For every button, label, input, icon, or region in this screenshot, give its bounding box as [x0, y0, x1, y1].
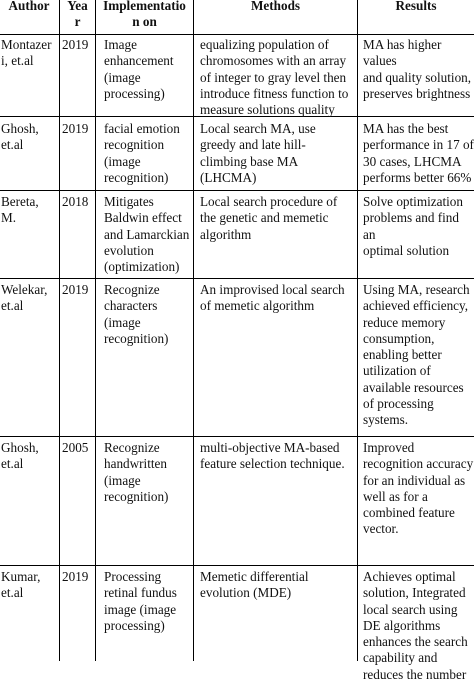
cell-author: Welekar, et.al: [1, 282, 48, 314]
cell-results: Improved recognition accuracy for an individual as well as for a combined feature vector.: [363, 440, 474, 537]
header-methods: Methods: [250, 0, 301, 13]
cell-year: 2018: [62, 194, 89, 209]
cell-results: MA has higher values and quality solution, preserves brightness: [363, 37, 472, 101]
cell-methods: Memetic differential evolution (MDE): [200, 569, 309, 601]
cell-author: Ghosh, et.al: [1, 440, 39, 472]
row-border: [0, 278, 474, 279]
row-border: [0, 436, 474, 437]
cell-year: 2019: [62, 282, 89, 297]
cell-implementation: Processing retinal fundus image (image processing): [104, 569, 177, 633]
cell-author: Kumar, et.al: [1, 569, 41, 601]
cell-methods: Local search procedure of the genetic and memetic algorithm: [200, 194, 338, 242]
header-author: Author: [8, 0, 50, 13]
column-border: [193, 0, 194, 661]
cell-results: MA has the best performance in 17 of 30 cases, LHCMA performs better 66%: [363, 121, 474, 185]
cell-methods: equalizing population of chromosomes with an array of integer to gray level then introduce fitness function to measure solutions quality: [200, 37, 349, 118]
cell-author: Ghosh, et.al: [1, 121, 39, 153]
cell-results: Achieves optimal solution, Integrated local search using DE algorithms enhances the search capability and reduces the number: [363, 569, 468, 682]
cell-implementation: Recognize characters (image recognition): [104, 282, 169, 346]
header-implementation: Implementatio n on: [103, 0, 186, 29]
column-border: [95, 0, 96, 661]
cell-year: 2019: [62, 121, 89, 136]
header-year: Yea r: [67, 0, 88, 29]
cell-year: 2005: [62, 440, 89, 455]
cell-implementation: Mitigates Baldwin effect and Lamarckian evolution (optimization): [104, 194, 190, 275]
cell-implementation: Recognize handwritten (image recognition): [104, 440, 169, 504]
column-border: [59, 0, 60, 661]
cell-methods: Local search MA, use greedy and late hill- climbing base MA (LHCMA): [200, 121, 316, 185]
cell-author: Bereta, M.: [1, 194, 39, 226]
cell-results: Solve optimization problems and find an optimal solution: [363, 194, 463, 258]
cell-implementation: facial emotion recognition (image recognition): [104, 121, 180, 185]
cell-results: Using MA, research achieved efficiency, reduce memory consumption, enabling better utilization of available resources of processing systems.: [363, 282, 470, 428]
row-border: [0, 565, 474, 566]
row-border: [0, 190, 474, 191]
row-border: [0, 34, 474, 35]
header-results: Results: [395, 0, 437, 13]
cell-author: Montazer i, et.al: [1, 37, 52, 69]
cell-year: 2019: [62, 37, 89, 52]
cell-methods: multi-objective MA-based feature selection technique.: [200, 440, 345, 472]
cell-methods: An improvised local search of memetic algorithm: [200, 282, 345, 314]
cell-implementation: Image enhancement (image processing): [104, 37, 174, 101]
cell-year: 2019: [62, 569, 89, 584]
